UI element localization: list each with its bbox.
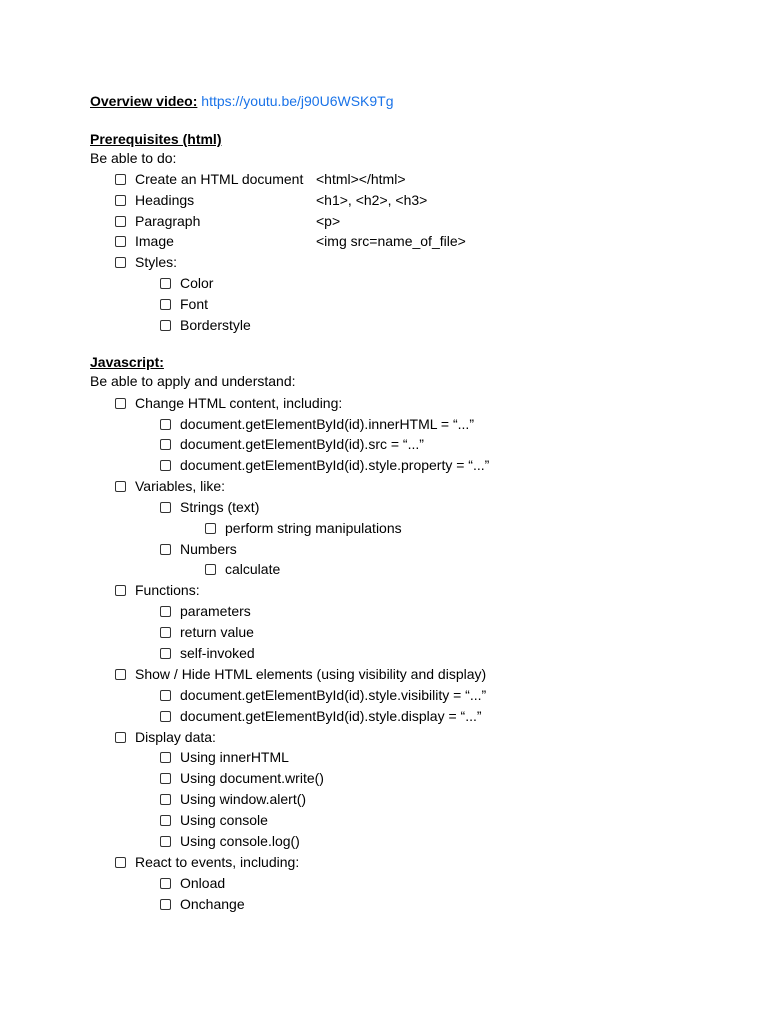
prereq-code-html-doc: <html></html> [316, 171, 406, 187]
item-label: Styles: [135, 254, 178, 270]
checkbox[interactable] [160, 299, 171, 310]
display-sub-console[interactable] [160, 810, 268, 830]
checkbox[interactable] [160, 502, 171, 513]
checkbox[interactable] [160, 690, 171, 701]
prereq-code-image: <img src=name_of_file> [316, 233, 466, 249]
item-label: Using console.log() [180, 833, 300, 849]
checkbox[interactable] [160, 320, 171, 331]
prereq-item-styles[interactable] [115, 252, 177, 272]
checkbox[interactable] [160, 606, 171, 617]
item-label: Strings (text) [180, 499, 260, 515]
item-label: Image [135, 233, 174, 249]
item-label: document.getElementById(id).innerHTML = “...” [180, 416, 474, 432]
prereq-code-paragraph: <p> [316, 213, 341, 229]
functions-sub-return-value[interactable] [160, 622, 254, 642]
item-label: Headings [135, 192, 195, 208]
js-item-change-html[interactable] [115, 393, 342, 413]
item-label: Show / Hide HTML elements (using visibility and display) [135, 666, 487, 682]
item-label: Using document.write() [180, 770, 324, 786]
item-label: calculate [225, 561, 281, 577]
item-label: Color [180, 275, 214, 291]
js-item-display-data[interactable] [115, 727, 216, 747]
checkbox[interactable] [115, 257, 126, 268]
checkbox[interactable] [160, 899, 171, 910]
display-sub-console-log[interactable] [160, 831, 300, 851]
overview-video-link[interactable]: https://youtu.be/j90U6WSK9Tg [201, 93, 394, 109]
checkbox[interactable] [160, 278, 171, 289]
item-label: Create an HTML document [135, 171, 304, 187]
checkbox[interactable] [115, 398, 126, 409]
change-sub-innerhtml[interactable] [160, 414, 474, 434]
checkbox[interactable] [115, 236, 126, 247]
prereq-heading: Prerequisites (html) [90, 131, 222, 147]
styles-sub-font[interactable] [160, 294, 208, 314]
item-label: Paragraph [135, 213, 201, 229]
checkbox[interactable] [160, 711, 171, 722]
checkbox[interactable] [160, 544, 171, 555]
item-label: Change HTML content, including: [135, 395, 343, 411]
item-label: Numbers [180, 541, 237, 557]
item-label: React to events, including: [135, 854, 300, 870]
styles-sub-color[interactable] [160, 273, 213, 293]
js-intro: Be able to apply and understand: [90, 373, 296, 389]
js-item-show-hide[interactable] [115, 664, 486, 684]
functions-sub-parameters[interactable] [160, 601, 251, 621]
checkbox[interactable] [115, 585, 126, 596]
checkbox[interactable] [160, 836, 171, 847]
item-label: Font [180, 296, 209, 312]
events-sub-onchange[interactable] [160, 894, 245, 914]
checkbox[interactable] [115, 195, 126, 206]
prereq-intro: Be able to do: [90, 150, 177, 166]
item-label: Borderstyle [180, 317, 251, 333]
checkbox[interactable] [160, 627, 171, 638]
variables-sub-strings[interactable] [160, 497, 259, 517]
showhide-sub-visibility[interactable] [160, 685, 486, 705]
checkbox[interactable] [160, 773, 171, 784]
item-label: Using innerHTML [180, 749, 289, 765]
strings-sub-manipulations[interactable] [205, 518, 402, 538]
prereq-item-html-doc[interactable] [115, 169, 303, 189]
styles-sub-borderstyle[interactable] [160, 315, 251, 335]
checkbox[interactable] [115, 669, 126, 680]
overview-line [90, 91, 394, 111]
item-label: document.getElementById(id).style.display = “...” [180, 708, 482, 724]
prereq-item-paragraph[interactable] [115, 211, 200, 231]
item-label: perform string manipulations [225, 520, 402, 536]
js-item-variables[interactable] [115, 476, 225, 496]
checkbox[interactable] [115, 174, 126, 185]
checkbox[interactable] [115, 216, 126, 227]
overview-label: Overview video: [90, 93, 198, 109]
js-item-functions[interactable] [115, 580, 200, 600]
numbers-sub-calculate[interactable] [205, 559, 280, 579]
checkbox[interactable] [205, 523, 216, 534]
variables-sub-numbers[interactable] [160, 539, 237, 559]
checkbox[interactable] [160, 460, 171, 471]
checkbox[interactable] [160, 878, 171, 889]
item-label: self-invoked [180, 645, 255, 661]
item-label: Functions: [135, 582, 200, 598]
functions-sub-self-invoked[interactable] [160, 643, 255, 663]
checkbox[interactable] [115, 857, 126, 868]
item-label: Using window.alert() [180, 791, 307, 807]
item-label: parameters [180, 603, 251, 619]
checkbox[interactable] [160, 752, 171, 763]
item-label: document.getElementById(id).src = “...” [180, 436, 424, 452]
display-sub-innerhtml[interactable] [160, 747, 289, 767]
js-heading: Javascript: [90, 354, 164, 370]
display-sub-window-alert[interactable] [160, 789, 306, 809]
checkbox[interactable] [160, 439, 171, 450]
events-sub-onload[interactable] [160, 873, 225, 893]
showhide-sub-display[interactable] [160, 706, 482, 726]
item-label: return value [180, 624, 254, 640]
checkbox[interactable] [205, 564, 216, 575]
change-sub-src[interactable] [160, 434, 424, 454]
item-label: Using console [180, 812, 268, 828]
change-sub-style-property[interactable] [160, 455, 489, 475]
item-label: Variables, like: [135, 478, 226, 494]
checkbox[interactable] [115, 481, 126, 492]
item-label: document.getElementById(id).style.property = “...” [180, 457, 490, 473]
item-label: Onchange [180, 896, 245, 912]
display-sub-document-write[interactable] [160, 768, 324, 788]
item-label: document.getElementById(id).style.visibility = “...” [180, 687, 487, 703]
checkbox[interactable] [160, 815, 171, 826]
item-label: Onload [180, 875, 226, 891]
prereq-code-headings: <h1>, <h2>, <h3> [316, 192, 428, 208]
checkbox[interactable] [160, 794, 171, 805]
prereq-item-headings[interactable] [115, 190, 194, 210]
js-item-events[interactable] [115, 852, 299, 872]
item-label: Display data: [135, 729, 216, 745]
checkbox[interactable] [160, 419, 171, 430]
checkbox[interactable] [160, 648, 171, 659]
prereq-item-image[interactable] [115, 231, 174, 251]
checkbox[interactable] [115, 732, 126, 743]
